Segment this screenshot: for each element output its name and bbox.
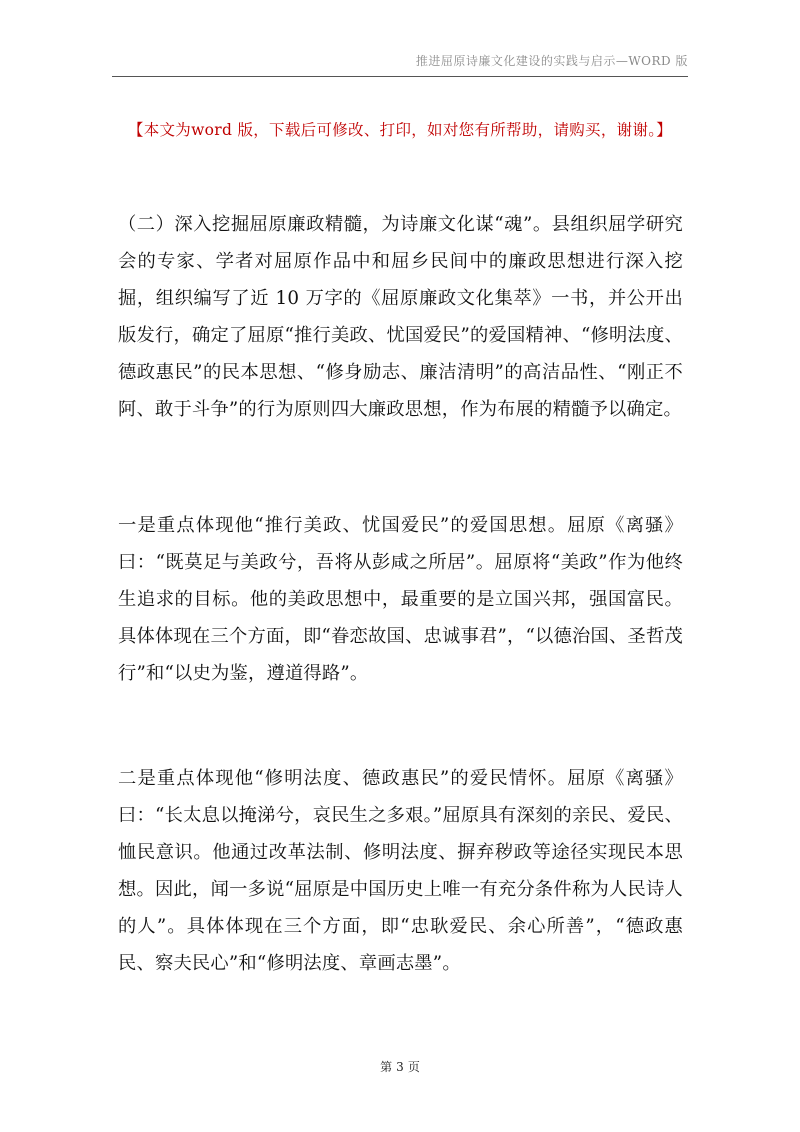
purchase-notice: 【本文为word 版，下载后可修改、打印，如对您有所帮助，请购买，谢谢。】 xyxy=(127,121,673,139)
paragraph-point-one: 一是重点体现他“推行美政、忧国爱民”的爱国思想。屈原《离骚》曰：“既莫足与美政兮，吾将从彭咸之所居”。屈原将“美政”作为他终生追求的目标。他的美政思想中，最重要的是立国兴邦，强国富民。具体体现在三个方面，即“眷恋故国、忠诚事君”，“以德治国、圣哲茂行”和“以史为鉴，遵道得路”。 xyxy=(118,515,683,684)
header-divider xyxy=(112,76,688,77)
paragraph-section-two: （二）深入挖掘屈原廉政精髓，为诗廉文化谋“魂”。县组织屈学研究会的专家、学者对屈原作品中和屈乡民间中的廉政思想进行深入挖掘，组织编写了近 10 万字的《屈原廉政文化集萃》一书，并公开出版发行，确定了屈原“推行美政、忧国爱民”的爱国精神、“修明法度、德政惠民”的民本思想、“修身励志、廉洁清明”的高洁品性、“刚正不阿、敢于斗争”的行为原则四大廉政思想，作为布展的精髓予以确定。 xyxy=(118,214,683,420)
page-number-prefix: 第 xyxy=(380,1060,393,1074)
page-number-value: 3 xyxy=(396,1060,404,1074)
running-header: 推进屈原诗廉文化建设的实践与启示—WORD 版 xyxy=(415,54,688,68)
paragraph-point-two: 二是重点体现他“修明法度、德政惠民”的爱民情怀。屈原《离骚》曰：“长太息以掩涕兮，哀民生之多艰。”屈原具有深刻的亲民、爱民、恤民意识。他通过改革法制、修明法度、摒弃秽政等途径实现民本思想。因此，闻一多说“屈原是中国历史上唯一有充分条件称为人民诗人的人”。具体体现在三个方面，即“忠耿爱民、余心所善”，“德政惠民、察夫民心”和“修明法度、章画志墨”。 xyxy=(118,768,683,974)
page-number xyxy=(0,1058,800,1075)
page-number-suffix: 页 xyxy=(407,1060,420,1074)
